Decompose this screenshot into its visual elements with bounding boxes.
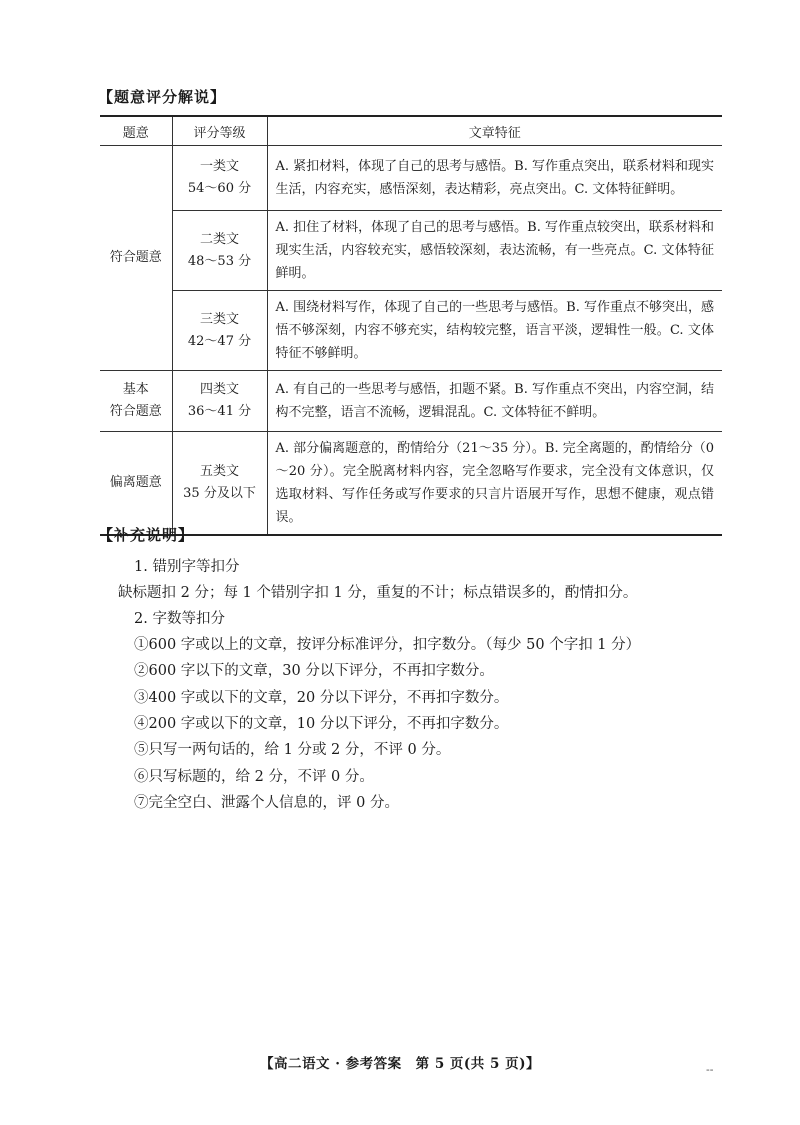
description-cell: A. 有自己的一些思考与感悟，扣题不紧。B. 写作重点不突出，内容空洞，结构不完整，语言不流畅，逻辑混乱。C. 文体特征不鲜明。 [267, 371, 722, 432]
description-cell: A. 部分偏离题意的，酌情给分（21～35 分）。B. 完全离题的，酌情给分（0～20 分）。完全脱离材料内容，完全忽略写作要求，完全没有文体意识，仅选取材料、写作任务或写作要求的只言片语展开写作，思想不健康，观点错误。 [267, 432, 722, 536]
category-cell [100, 371, 172, 432]
rule-item: ①600 字或以上的文章，按评分标准评分，扣字数分。（每少 50 个字扣 1 分） [134, 637, 641, 653]
table-row [100, 146, 722, 211]
rule-item: ④200 字或以下的文章，10 分以下评分，不再扣字数分。 [134, 716, 509, 732]
rubric-section-title: 【题意评分解说】 [98, 88, 227, 106]
category-cell: 偏离题意 [100, 432, 172, 536]
level-name: 四类文 [199, 382, 239, 397]
level-cell [172, 146, 267, 211]
rule-item: ③400 字或以下的文章，20 分以下评分，不再扣字数分。 [134, 690, 509, 706]
table-row [100, 211, 722, 291]
level-range: 54～60 分 [187, 181, 252, 196]
category-line: 基本 [122, 382, 149, 397]
description-cell: A. 围绕材料写作，体现了自己的一些思考与感悟。B. 写作重点不够突出，感悟不够深刻，内容不够充实，结构较完整，语言平淡，逻辑性一般。C. 文体特征不够鲜明。 [267, 291, 722, 371]
level-cell [172, 211, 267, 291]
supplement-text: 缺标题扣 2 分；每 1 个错别字扣 1 分，重复的不计；标点错误多的，酌情扣分。 [118, 585, 638, 601]
corner-mark: -- [706, 1063, 714, 1076]
rule-item: ②600 字以下的文章，30 分以下评分，不再扣字数分。 [134, 663, 494, 679]
level-range: 48～53 分 [187, 253, 252, 269]
table-header-row [100, 116, 722, 146]
table-row [100, 371, 722, 432]
grading-table [100, 115, 722, 536]
level-name: 三类文 [199, 311, 239, 327]
rule-item: ⑦完全空白、泄露个人信息的，评 0 分。 [134, 795, 399, 811]
level-cell [172, 432, 267, 536]
rule-item: ⑤只写一两句话的，给 1 分或 2 分，不评 0 分。 [134, 742, 451, 758]
level-range: 42～47 分 [187, 333, 252, 349]
level-name: 二类文 [199, 231, 239, 247]
level-range: 36～41 分 [187, 404, 252, 419]
description-cell: A. 紧扣材料，体现了自己的思考与感悟。B. 写作重点突出，联系材料和现实生活，内容充实，感悟深刻，表达精彩，亮点突出。C. 文体特征鲜明。 [267, 146, 722, 211]
description-cell: A. 扣住了材料，体现了自己的思考与感悟。B. 写作重点较突出，联系材料和现实生活，内容较充实，感悟较深刻，表达流畅，有一些亮点。C. 文体特征鲜明。 [267, 211, 722, 291]
level-cell [172, 371, 267, 432]
level-cell [172, 291, 267, 371]
level-range: 35 分及以下 [183, 486, 256, 501]
page-footer: 【高二语文 · 参考答案 第 5 页(共 5 页)】 [260, 1056, 540, 1072]
table-row [100, 432, 722, 536]
category-line: 符合题意 [109, 404, 162, 419]
header-features: 文章特征 [267, 116, 722, 146]
header-grade: 评分等级 [172, 116, 267, 146]
header-topic: 题意 [100, 116, 172, 146]
category-cell: 符合题意 [100, 146, 172, 371]
supplement-item-title: 1. 错别字等扣分 [134, 559, 240, 575]
table-row [100, 291, 722, 371]
level-name: 五类文 [199, 464, 239, 479]
supplement-section-title: 【补充说明】 [98, 526, 195, 544]
level-name: 一类文 [199, 159, 239, 174]
supplement-item-title: 2. 字数等扣分 [134, 611, 225, 627]
rule-item: ⑥只写标题的，给 2 分，不评 0 分。 [134, 769, 374, 785]
